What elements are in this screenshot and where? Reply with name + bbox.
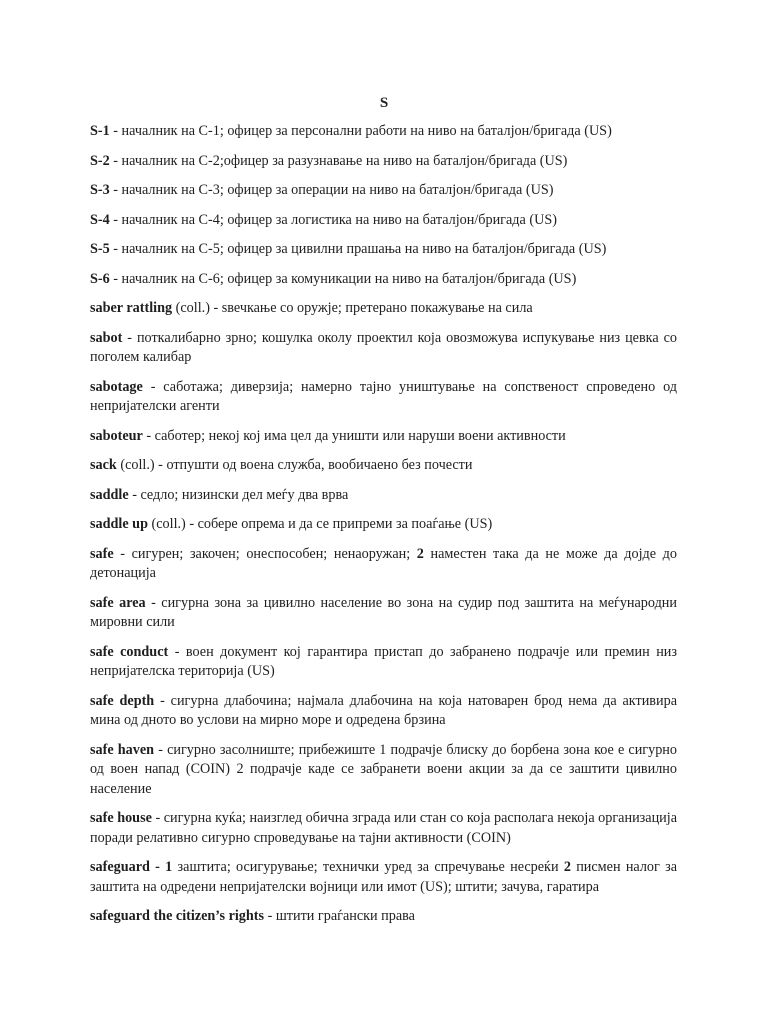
glossary-entry	[90, 486, 677, 506]
entry-term: S-5	[90, 241, 110, 257]
entry-term: S-4	[90, 211, 110, 228]
entry-term: saboteur	[90, 427, 143, 444]
entry-term: S-6	[90, 270, 110, 287]
entry-definition: - воен документ кој гарантира пристап до забранено подрачје или премин низ непријателска територија (US)	[90, 643, 677, 679]
entry-term: safe	[90, 545, 114, 562]
section-heading: S	[379, 95, 389, 111]
entry-term: safe area	[90, 594, 146, 611]
entry-term: safe depth	[90, 692, 155, 709]
glossary-entry	[90, 692, 677, 731]
glossary-entry	[90, 858, 677, 897]
entry-term: safe haven	[90, 741, 155, 758]
entry-definition: заштита; осигурување; технички уред за спречување несреќи	[172, 859, 564, 875]
glossary-entry	[90, 211, 677, 231]
entry-definition: - штити граѓански права	[264, 908, 415, 924]
entry-term: saber rattling	[90, 300, 173, 316]
entry-sense-number: 2	[416, 545, 424, 562]
entry-term: saddle up	[90, 516, 148, 532]
entry-definition: - началник на С-5; офицер за цивилни прашања на ниво на баталјон/бригада (US)	[109, 241, 607, 257]
entry-term: safeguard the citizen’s rights	[90, 908, 265, 924]
glossary-entry	[90, 122, 677, 142]
entry-term: sabotage	[90, 378, 143, 395]
entry-definition: - началник на С-3; офицер за операции на ниво на баталјон/бригада (US)	[109, 182, 554, 198]
entry-sense-number: 2	[563, 859, 571, 875]
glossary-entry-list	[90, 122, 677, 937]
glossary-entry	[90, 545, 677, 584]
entry-definition: - поткалибарно зрно; кошулка околу проектил која овозможува испукување низ цевка со поголем калибар	[90, 329, 677, 365]
entry-definition: - саботер; некој кој има цел да уништи или наруши воени активности	[142, 427, 566, 444]
entry-definition: - началник на С-1; офицер за персонални работи на ниво на баталјон/бригада (US)	[109, 123, 612, 139]
glossary-entry	[90, 152, 677, 172]
glossary-entry	[90, 643, 677, 682]
entry-definition: (coll.) - собере опрема и да се припреми за поаѓање (US)	[147, 516, 493, 532]
glossary-entry	[90, 299, 677, 319]
glossary-entry	[90, 907, 677, 927]
entry-term: S-1	[90, 123, 110, 139]
entry-definition: - сигурна зона за цивилно население во зона на судир под заштита на меѓународни мировни сили	[90, 594, 677, 630]
entry-definition: - сигурен; закочен; онеспособен; ненаоружан;	[113, 545, 417, 562]
entry-definition: - сигурна длабочина; најмала длабочина на која натоварен брод нема да активира мина од дното во услови на мирно море и одредена брзина	[90, 692, 677, 728]
glossary-entry	[90, 240, 677, 260]
entry-term: saddle	[90, 486, 129, 503]
entry-definition: наместен така да не може да дојде до детонација	[90, 545, 677, 581]
entry-term: sabot	[90, 329, 123, 346]
entry-term: sack	[90, 457, 117, 473]
glossary-entry	[90, 594, 677, 633]
glossary-entry	[90, 515, 677, 535]
entry-definition: - саботажа; диверзија; намерно тајно уништување на сопственост спроведено од непријателски агенти	[90, 378, 677, 414]
entry-term: safe house	[90, 810, 152, 826]
entry-definition: - началник на С-2;офицер за разузнавање на ниво на баталјон/бригада (US)	[109, 152, 568, 169]
entry-term: S-2	[90, 152, 110, 169]
glossary-entry	[90, 427, 677, 447]
entry-definition: - седло; низински дел меѓу два врва	[128, 486, 349, 503]
entry-term: S-3	[90, 182, 110, 198]
entry-term: safe conduct	[90, 643, 169, 660]
glossary-entry	[90, 741, 677, 800]
glossary-entry	[90, 270, 677, 290]
entry-definition: - началник на С-6; офицер за комуникации на ниво на баталјон/бригада (US)	[109, 270, 577, 287]
entry-term: safeguard - 1	[90, 859, 173, 875]
entry-definition: - сигурно засолниште; прибежиште 1 подрачје блиску до борбена зона кое е сигурно од воен напад (COIN) 2 подрачје каде се забранети воени акции за да се заштити цивилно население	[90, 741, 677, 797]
glossary-entry	[90, 378, 677, 417]
glossary-entry	[90, 809, 677, 848]
entry-definition: писмен налог за заштита на одредени непријателски војници или имот (US); штити; зачува, гаратира	[90, 859, 677, 895]
entry-definition: - сигурна куќа; наизглед обична зграда или стан со која располага некоја организација поради релативно сигурно спроведување на тајни активности (COIN)	[90, 810, 677, 846]
glossary-entry	[90, 329, 677, 368]
glossary-entry	[90, 181, 677, 201]
glossary-entry	[90, 456, 677, 476]
entry-definition: (coll.) - sвечкање со оружје; претерано покажување на сила	[172, 300, 533, 316]
entry-definition: - началник на С-4; офицер за логистика на ниво на баталјон/бригада (US)	[109, 211, 557, 228]
entry-definition: (coll.) - отпушти од воена служба, вообичаено без почести	[116, 457, 473, 473]
